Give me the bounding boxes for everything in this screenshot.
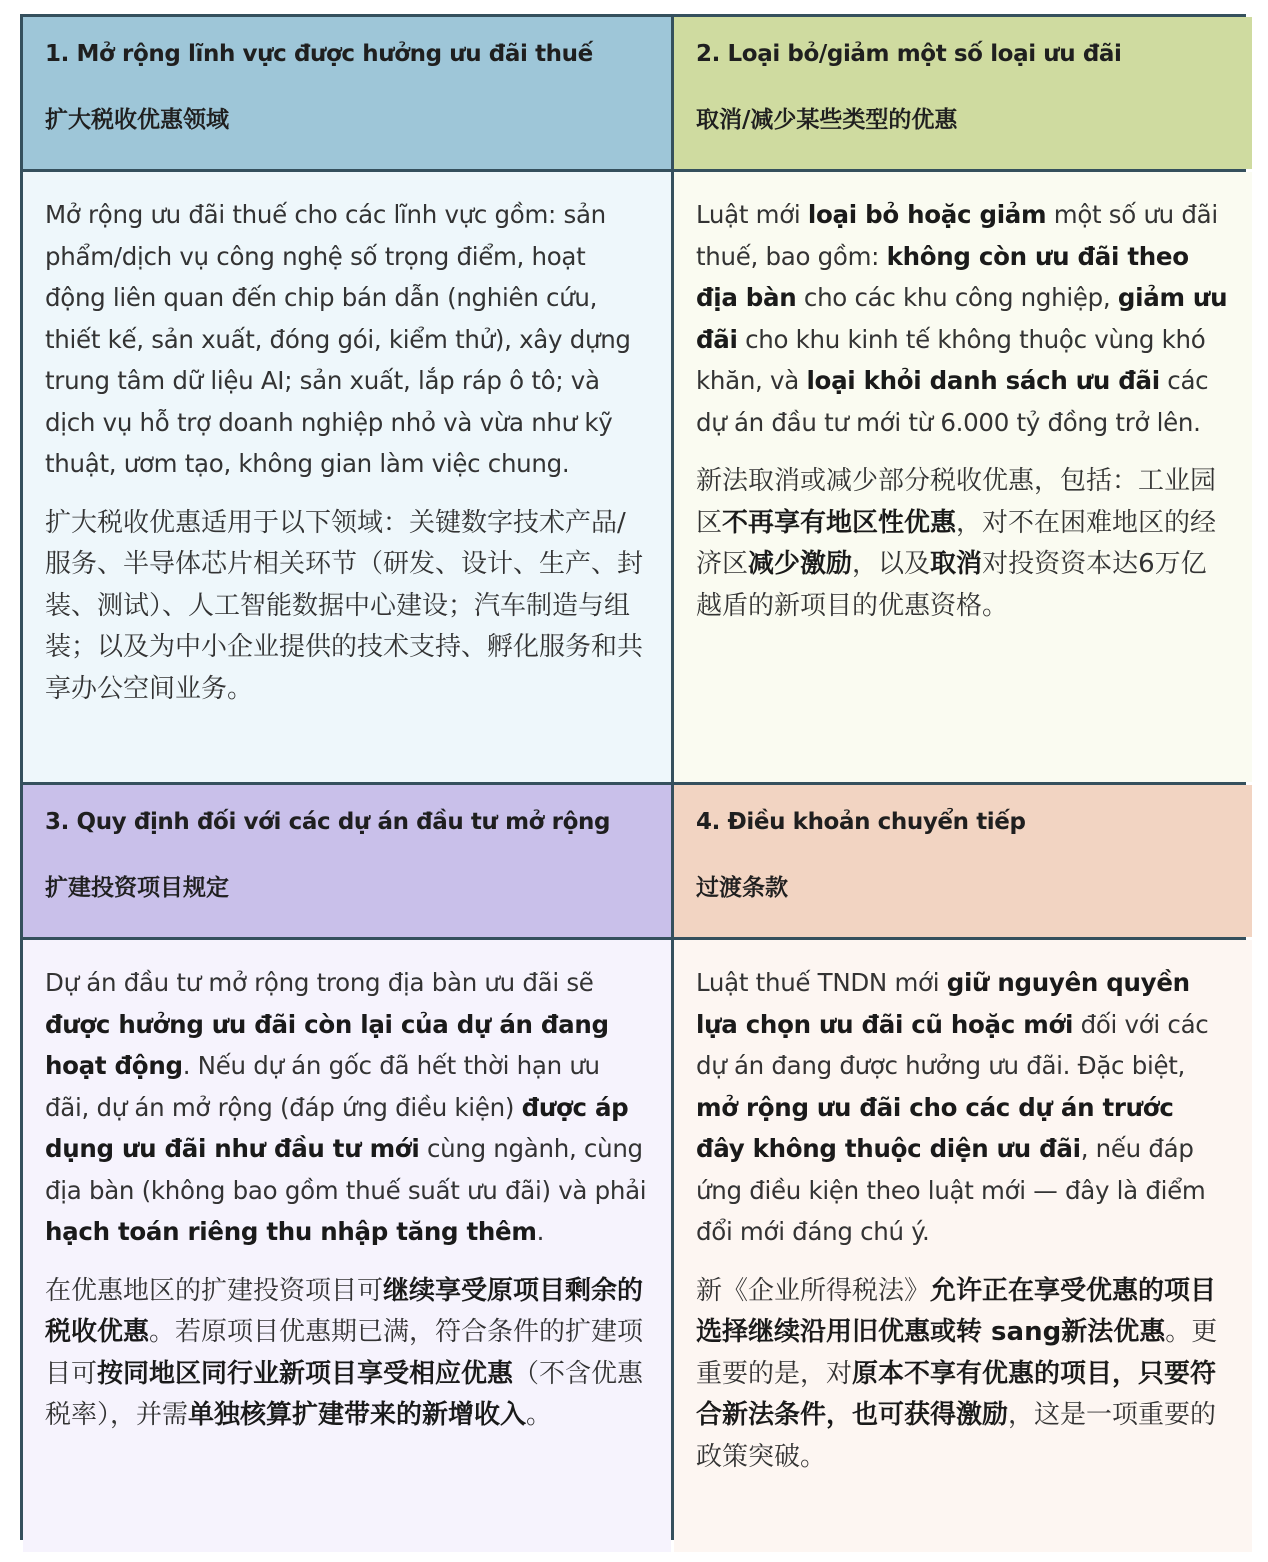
text-run: Mở rộng ưu đãi thuế cho các lĩnh vực gồm: sản phẩm/dịch vụ công nghệ số trọng điểm, hoạt động liên quan đến chip bán dẫn (nghiên cứu, thiết kế, sản xuất, đóng gói, kiểm thử), xây dựng trung tâm dữ liệu AI; sản xuất, lắp ráp ô tô; và dịch vụ hỗ trợ doanh nghiệp nhỏ và vừa như kỹ thuật, ươm tạo, không gian làm việc chung.	[45, 200, 631, 478]
emphasized-text: loại bỏ hoặc giảm	[807, 200, 1047, 229]
text-run: cho khu kinh tế không thuộc vùng khó khăn, và	[696, 324, 1206, 395]
emphasized-text: 取消	[930, 549, 983, 579]
section-2-heading-zh: 取消/减少某些类型的优惠	[696, 107, 958, 133]
section-4-heading-vi: 4. Điều khoản chuyển tiếp	[696, 809, 1026, 835]
emphasized-text: loại khỏi danh sách ưu đãi	[806, 366, 1160, 395]
emphasized-text: giảm ưu đãi	[696, 283, 1228, 354]
text-run: Luật mới	[696, 200, 808, 229]
emphasized-text: hạch toán riêng thu nhập tăng thêm	[45, 1217, 537, 1246]
section-3-paragraph-vi	[45, 962, 649, 1253]
emphasized-text: 原本不享有优惠的项目，只要符合新法条件，也可获得激励	[696, 1358, 1217, 1430]
emphasized-text: được áp dụng ưu đãi như đầu tư mới	[45, 1092, 629, 1163]
text-run: Dự án đầu tư mở rộng trong địa bàn ưu đãi sẽ	[45, 968, 594, 997]
section-1-paragraph-vi	[45, 194, 649, 485]
emphasized-text: được hưởng ưu đãi còn lại của dự án đang hoạt động	[45, 1009, 609, 1080]
text-run: Luật thuế TNDN mới	[696, 968, 947, 997]
section-2-header	[674, 17, 1252, 169]
section-1-header	[23, 17, 671, 169]
section-2-paragraph-vi	[696, 194, 1230, 443]
text-run: ，对不在困难地区的经济区	[696, 507, 1217, 579]
section-3-header	[23, 785, 671, 937]
emphasized-text: giữ nguyên quyền lựa chọn ưu đãi cũ hoặc mới	[696, 968, 1190, 1039]
text-run: , nếu đáp ứng điều kiện theo luật mới — đây là điểm đổi mới đáng chú ý.	[696, 1134, 1206, 1246]
text-run: 在优惠地区的扩建投资项目可	[45, 1275, 384, 1306]
section-4-body	[674, 940, 1252, 1552]
emphasized-text: 单独核算扩建带来的新增收入	[188, 1400, 527, 1430]
text-run: ，这是一项重要的政策突破。	[696, 1400, 1217, 1472]
text-run: đối với các dự án đang được hưởng ưu đãi. Đặc biệt,	[696, 1009, 1209, 1080]
section-3-heading-vi: 3. Quy định đối với các dự án đầu tư mở rộng	[45, 809, 611, 835]
section-2-paragraph-zh	[696, 461, 1230, 627]
text-run: .	[536, 1217, 545, 1246]
text-run: 。	[526, 1400, 553, 1430]
text-run: một số ưu đãi thuế, bao gồm:	[696, 200, 1218, 271]
section-4-heading-zh: 过渡条款	[696, 875, 788, 901]
emphasized-text: 按同地区同行业新项目享受相应优惠	[97, 1358, 514, 1389]
section-4-paragraph-vi	[696, 962, 1230, 1253]
emphasized-text: 不再享有地区性优惠	[722, 507, 957, 538]
text-run: （不含优惠税率），并需	[45, 1358, 644, 1430]
emphasized-text: 允许正在享受优惠的项目选择继续沿用旧优惠或转 sang新法优惠	[696, 1275, 1217, 1347]
text-run: cùng ngành, cùng địa bàn (không bao gồm thuế suất ưu đãi) và phải	[45, 1134, 647, 1205]
text-run: ，以及	[852, 549, 931, 579]
text-run: 新法取消或减少部分税收优惠，包括：工业园区	[696, 466, 1217, 538]
section-1-body	[23, 172, 671, 782]
text-run: 。若原项目优惠期已满，符合条件的扩建项目可	[45, 1317, 644, 1389]
text-run: 扩大税收优惠适用于以下领域：关键数字技术产品/服务、半导体芯片相关环节（研发、设计、生产、封装、测试）、人工智能数据中心建设；汽车制造与组装；以及为中小企业提供的技术支持、孵化服务和共享办公空间业务。	[45, 507, 644, 704]
section-3-heading-zh: 扩建投资项目规定	[45, 875, 229, 901]
emphasized-text: không còn ưu đãi theo địa bàn	[696, 241, 1189, 312]
section-2-heading-vi: 2. Loại bỏ/giảm một số loại ưu đãi	[696, 41, 1122, 67]
emphasized-text: 减少激励	[748, 549, 853, 579]
text-run: các dự án đầu tư mới từ 6.000 tỷ đồng trở lên.	[696, 366, 1209, 437]
section-3-body	[23, 940, 671, 1552]
text-run: . Nếu dự án gốc đã hết thời hạn ưu đãi, dự án mở rộng (đáp ứng điều kiện)	[45, 1051, 600, 1122]
section-4-paragraph-zh	[696, 1271, 1230, 1479]
text-run: 。更重要的是，对	[696, 1317, 1218, 1389]
text-run: 对投资资本达6万亿越盾的新项目的优惠资格。	[696, 549, 1207, 621]
section-1-heading-vi: 1. Mở rộng lĩnh vực được hưởng ưu đãi thuế	[45, 41, 593, 67]
section-4-header	[674, 785, 1252, 937]
section-1-heading-zh: 扩大税收优惠领域	[45, 107, 229, 133]
text-run: 新《企业所得税法》	[696, 1275, 931, 1306]
text-run: cho các khu công nghiệp,	[796, 283, 1118, 312]
emphasized-text: 继续享受原项目剩余的税收优惠	[45, 1275, 644, 1347]
emphasized-text: mở rộng ưu đãi cho các dự án trước đây không thuộc diện ưu đãi	[696, 1092, 1174, 1163]
section-2-body	[674, 172, 1252, 782]
section-3-paragraph-zh	[45, 1271, 649, 1437]
policy-table	[20, 14, 1246, 1540]
section-1-paragraph-zh	[45, 503, 649, 711]
